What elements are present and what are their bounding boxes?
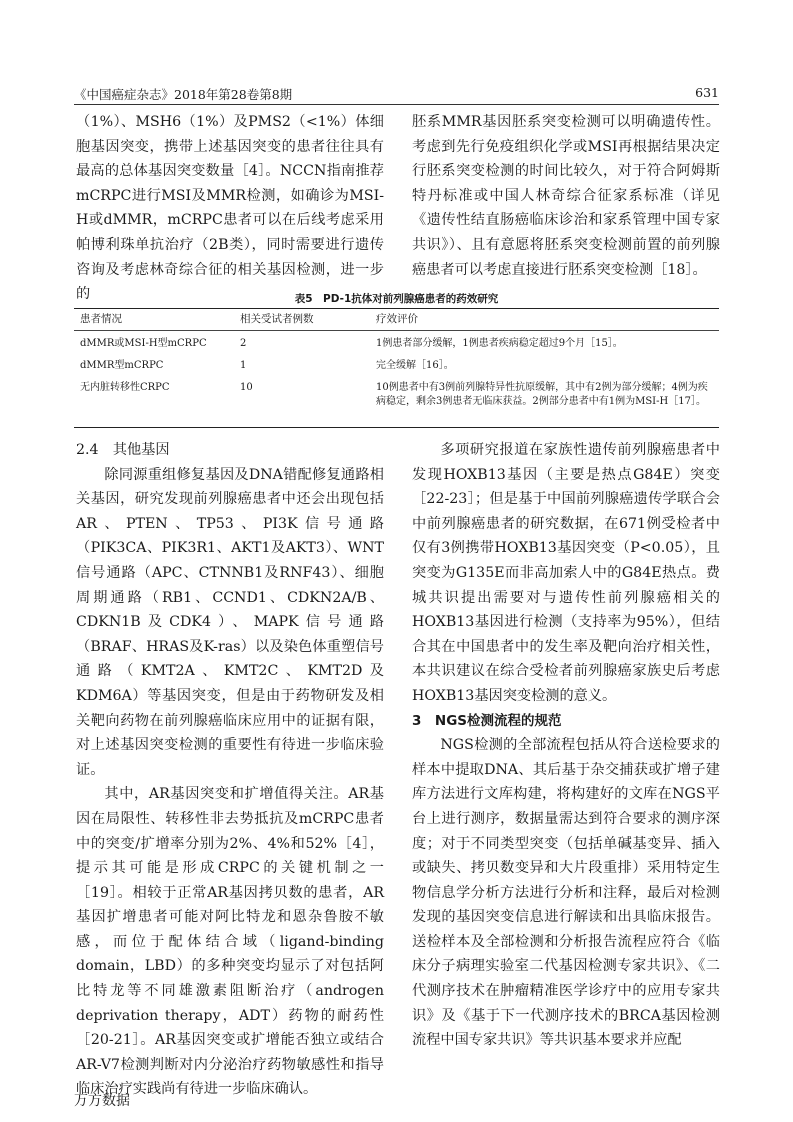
paragraph: 除同源重组修复基因及DNA错配修复通路相关基因，研究发现前列腺癌患者中还会出现包括AR、PTEN、TP53、PI3K信号通路（PIK3CA、PIK3R1、AKT1及AKT3）、WNT信号通路（APC、CTNNB1及RNF43）、细胞周期通路（RB1、CCND1、CDKN2A/B、CDKN1B及CDK4）、MAPK信号通路（BRAF、HRAS及K-ras）以及染色体重塑信号通路（KMT2A、KMT2C、KMT2D及KDM6A）等基因突变，但是由于药物研发及相关靶向药物在前列腺癌临床应用中的证据有限，对上述基因突变检测的重要性有待进一步临床验证。 [76, 466, 384, 778]
running-header [74, 85, 719, 105]
table-caption: 表5 PD-1抗体对前列腺癌患者的药效研究 [294, 293, 499, 305]
table-cell-count: 1 [240, 360, 247, 371]
paragraph: 其中，AR基因突变和扩增值得关注。AR基因在局限性、转移性非去势抵抗及mCRPC患者中的突变/扩增率分别为2%、4%和52%［4］，提示其可能是形成CRPC的关键机制之一［19］。相较于正常AR基因拷贝数的患者，AR基因扩增患者可能对阿比特龙和恩杂鲁胺不敏感，而位于配体结合域（ligand-binding domain，LBD）的多种突变均显示了对包括阿比特龙等不同雄激素阻断治疗（androgen deprivation therapy，ADT）药物的耐药性［20-21］。AR基因突变或扩增能否独立或结合AR-V7检测判断对内分泌治疗药物敏感性和指导临床治疗实践尚有待进一步临床确认。 [76, 786, 384, 1098]
page-number: 631 [695, 85, 719, 100]
table-cell-patient: dMMR或MSI-H型mCRPC [80, 338, 207, 349]
table-cell-count: 10 [240, 382, 253, 393]
paragraph: 胚系MMR基因胚系突变检测可以明确遗传性。考虑到先行免疫组织化学或MSI再根据结果决定行胚系突变检测的时间比较久，对于符合阿姆斯特丹标准或中国人林奇综合征家系标准（详见《遗传性结直肠癌临床诊治和家系管理中国专家共识》）、且有意愿将胚系突变检测前置的前列腺癌患者可以考虑直接进行胚系突变检测［18］。 [412, 114, 720, 278]
table-cell-patient: dMMR型mCRPC [80, 360, 164, 371]
table-cell-count: 2 [240, 338, 247, 349]
table-cell-evaluation: 完全缓解［16］。 [376, 360, 454, 371]
footer-watermark: 万方数据 [74, 1093, 130, 1109]
column-left-top [76, 110, 384, 307]
table-cell-patient: 无内脏转移性CRPC [80, 382, 170, 393]
subsection-heading: 2.4 其他基因 [76, 442, 170, 458]
paragraph: NGS检测的全部流程包括从符合送检要求的样本中提取DNA、其后基于杂交捕获或扩增子建库方法进行文库构建，将构建好的文库在NGS平台上进行测序，数据量需达到符合要求的测序深度；对于不同类型突变（包括单碱基变异、插入或缺失、拷贝数变异和大片段重排）采用特定生物信息学分析方法进行分析和注释，最后对检测发现的基因突变信息进行解读和出具临床报告。送检样本及全部检测和分析报告流程应符合《临床分子病理实验室二代基因检测专家共识》、《二代测序技术在肿瘤精准医学诊疗中的应用专家共识》及《基于下一代测序技术的BRCA基因检测流程中国专家共识》等共识基本要求并应配 [412, 737, 720, 1049]
section-heading: 3 NGS检测流程的规范 [412, 712, 562, 729]
table-header-patient: 患者情况 [80, 313, 122, 325]
column-right-top [412, 110, 720, 282]
table-bottom-rule [74, 427, 719, 428]
table-cell-evaluation: 10例患者中有3例前列腺特异性抗原缓解，其中有2例为部分缓解；4例为疾病稳定，剩余3例患者无临床获益。2例部分患者中有1例为MSI-H［17］。 [376, 382, 708, 407]
paragraph: （1%）、MSH6（1%）及PMS2（<1%）体细胞基因突变，携带上述基因突变的患者往往具有最高的总体基因突变数量［4］。NCCN指南推荐mCRPC进行MSI及MMR检测，如确诊为MSI-H或dMMR，mCRPC患者可以在后线考虑采用帕博利珠单抗治疗（2B类），同时需要进行遗传咨询及考虑林奇综合征的相关基因检测，进一步的 [76, 114, 384, 303]
journal-title: 《中国癌症杂志》2018年第28卷第8期 [74, 87, 293, 102]
paragraph: 多项研究报道在家族性遗传前列腺癌患者中发现HOXB13基因（主要是热点G84E）突变［22-23］；但是基于中国前列腺癌遗传学联合会中前列腺癌患者的研究数据，在671例受检者中仅有3例携带HOXB13基因突变（P<0.05），且突变为G135E而非高加索人中的G84E热点。费城共识提出需要对与遗传性前列腺癌相关的HOXB13基因进行检测（支持率为95%），但结合其在中国患者中的发生率及靶向治疗相关性，本共识建议在综合受检者前列腺癌家族史后考虑HOXB13基因突变检测的意义。 [412, 442, 720, 704]
table-header-rule [74, 330, 719, 331]
column-right-bottom [412, 438, 720, 1053]
table-header-evaluation: 疗效评价 [376, 313, 418, 325]
table-top-rule [74, 308, 719, 309]
column-left-bottom [76, 438, 384, 1102]
table-header-count: 相关受试者例数 [240, 313, 314, 325]
table-cell-evaluation: 1例患者部分缓解，1例患者疾病稳定超过9个月［15］。 [376, 338, 623, 349]
header-rule [74, 104, 719, 105]
